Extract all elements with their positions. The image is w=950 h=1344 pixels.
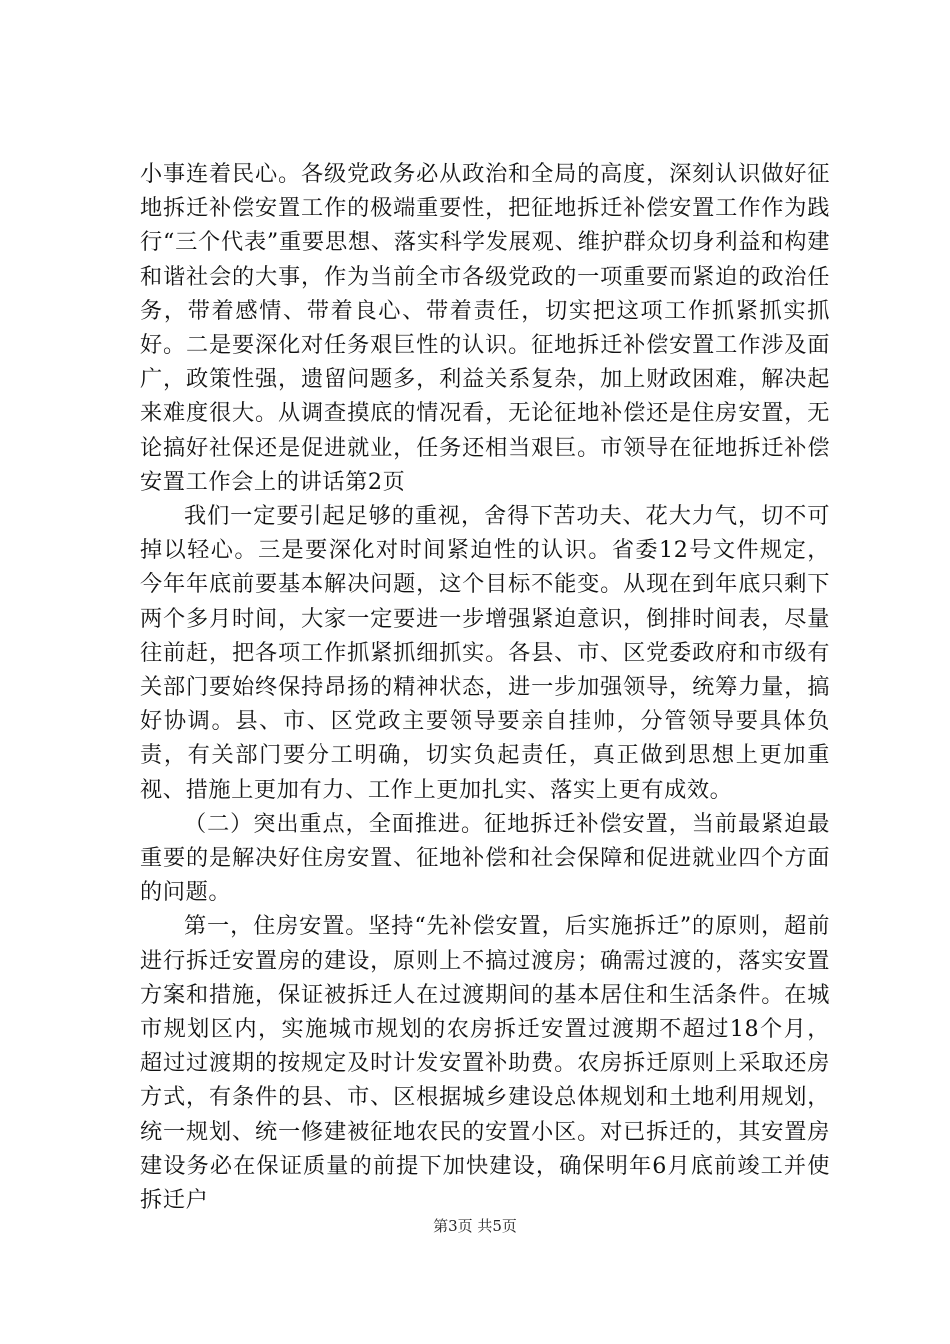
paragraph: 第一，住房安置。坚持“先补偿安置，后实施拆迁”的原则，超前进行拆迁安置房的建设，原则上不搞过渡房；确需过渡的，落实安置方案和措施，保证被拆迁人在过渡期间的基本居住和生活条件。在城市规划区内，实施城市规划的农房拆迁安置过渡期不超过18个月，超过过渡期的按规定及时计发安置补助费。农房拆迁原则上采取还房方式，有条件的县、市、区根据城乡建设总体规划和土地利用规划，统一规划、统一修建被征地农民的安置小区。对已拆迁的，其安置房建设务必在保证质量的前提下加快建设，确保明年6月底前竣工并使拆迁户 xyxy=(140,913,830,1214)
page-footer xyxy=(0,1216,950,1236)
paragraph: 小事连着民心。各级党政务必从政治和全局的高度，深刻认识做好征地拆迁补偿安置工作的极端重要性，把征地拆迁补偿安置工作作为践行“三个代表”重要思想、落实科学发展观、维护群众切身利益和构建和谐社会的大事，作为当前全市各级党政的一项重要而紧迫的政治任务，带着感情、带着良心、带着责任，切实把这项工作抓紧抓实抓好。二是要深化对任务艰巨性的认识。征地拆迁补偿安置工作涉及面广，政策性强，遗留问题多，利益关系复杂，加上财政困难，解决起来难度很大。从调查摸底的情况看，无论征地补偿还是住房安置，无论搞好社保还是促进就业，任务还相当艰巨。市领导在征地拆迁补偿安置工作会上的讲话第2页 xyxy=(140,161,830,495)
document-body xyxy=(140,157,830,1217)
paragraph: 我们一定要引起足够的重视，舍得下苦功夫、花大力气，切不可掉以轻心。三是要深化对时间紧迫性的认识。省委12号文件规定，今年年底前要基本解决问题，这个目标不能变。从现在到年底只剩下两个多月时间，大家一定要进一步增强紧迫意识，倒排时间表，尽量往前赶，把各项工作抓紧抓细抓实。各县、市、区党委政府和市级有关部门要始终保持昂扬的精神状态，进一步加强领导，统筹力量，搞好协调。县、市、区党政主要领导要亲自挂帅，分管领导要具体负责，有关部门要分工明确，切实负起责任，真正做到思想上更加重视、措施上更加有力、工作上更加扎实、落实上更有成效。 xyxy=(140,503,830,803)
page-number-label: 第3页 共5页 xyxy=(433,1217,517,1235)
paragraph: （二）突出重点，全面推进。征地拆迁补偿安置，当前最紧迫最重要的是解决好住房安置、征地补偿和社会保障和促进就业四个方面的问题。 xyxy=(140,810,830,906)
